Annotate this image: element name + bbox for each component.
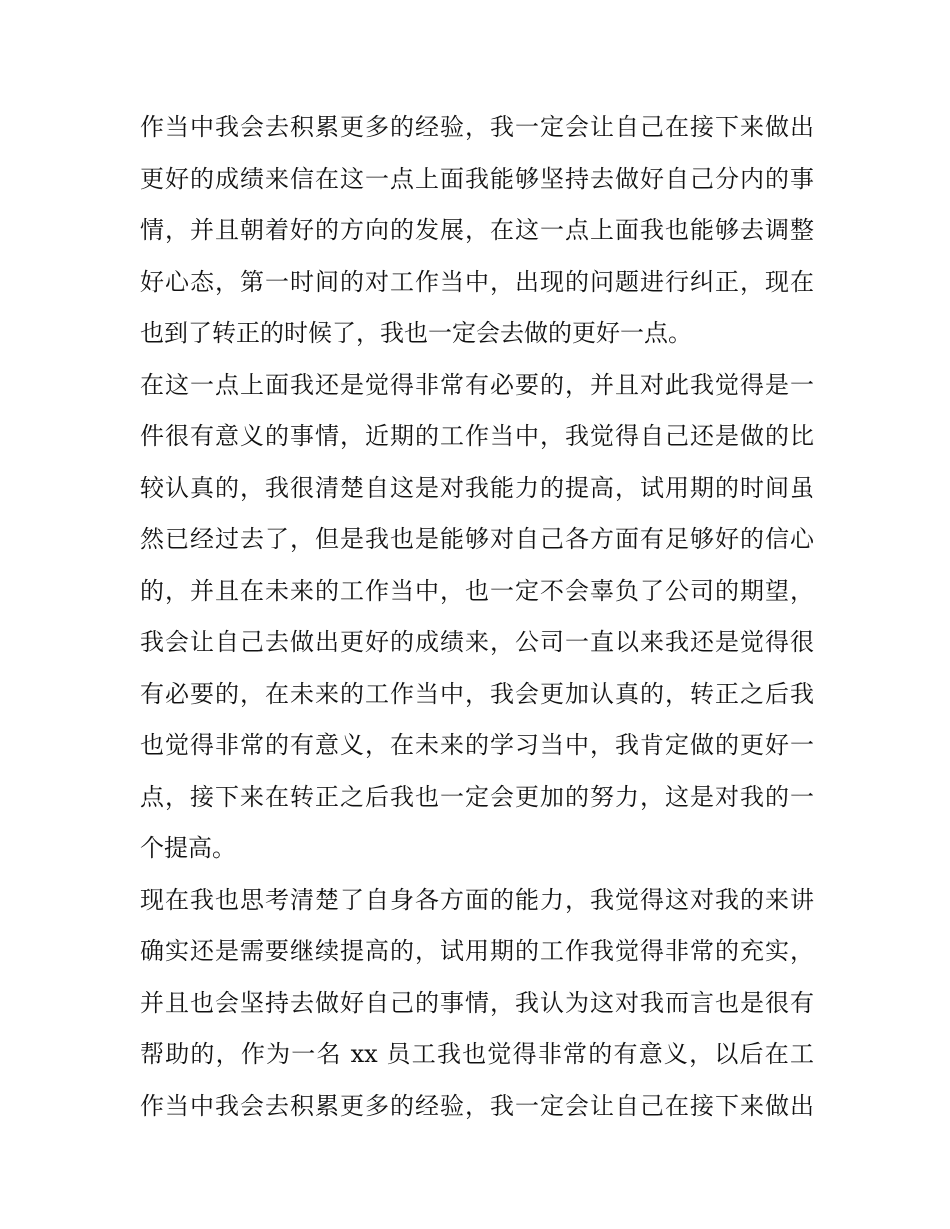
text-line: 作当中我会去积累更多的经验，我一定会让自己在接下来做出	[140, 113, 814, 141]
text-line: 我会让自己去做出更好的成绩来，公司一直以来我还是觉得很	[140, 628, 814, 656]
text-line: 作当中我会去积累更多的经验，我一定会让自己在接下来做出	[140, 1091, 814, 1120]
text-line: 也到了转正的时候了，我也一定会去做的更好一点。	[140, 319, 692, 347]
text-line: 情，并且朝着好的方向的发展，在这一点上面我也能够去调整	[140, 216, 814, 244]
text-line: 现在我也思考清楚了自身各方面的能力，我觉得这对我的来讲	[140, 885, 814, 914]
text-line: 件很有意义的事情，近期的工作当中，我觉得自己还是做的比	[140, 422, 814, 450]
paragraph-3	[140, 875, 814, 1133]
text-line: 确实还是需要继续提高的，试用期的工作我觉得非常的充实，	[140, 937, 814, 965]
document-body	[140, 102, 814, 1132]
text-line: 在这一点上面我还是觉得非常有必要的，并且对此我觉得是一	[140, 370, 814, 399]
text-line: 较认真的，我很清楚自这是对我能力的提高，试用期的时间虽	[140, 473, 814, 502]
text-line: 更好的成绩来信在这一点上面我能够坚持去做好自己分内的事	[140, 164, 814, 193]
text-line: 好心态，第一时间的对工作当中，出现的问题进行纠正，现在	[140, 267, 814, 296]
text-line: 帮助的，作为一名 xx 员工我也觉得非常的有意义，以后在工	[140, 1040, 814, 1068]
paragraph-1	[140, 102, 814, 360]
paragraph-2	[140, 360, 814, 875]
text-line: 点，接下来在转正之后我也一定会更加的努力，这是对我的一	[140, 782, 814, 811]
text-line: 并且也会坚持去做好自己的事情，我认为这对我而言也是很有	[140, 988, 814, 1017]
text-line: 然已经过去了，但是我也是能够对自己各方面有足够好的信心	[140, 525, 814, 553]
text-line: 也觉得非常的有意义，在未来的学习当中，我肯定做的更好一	[140, 731, 814, 759]
text-line: 有必要的，在未来的工作当中，我会更加认真的，转正之后我	[140, 679, 814, 708]
text-line: 个提高。	[140, 834, 236, 862]
text-line: 的，并且在未来的工作当中，也一定不会辜负了公司的期望，	[140, 576, 814, 605]
